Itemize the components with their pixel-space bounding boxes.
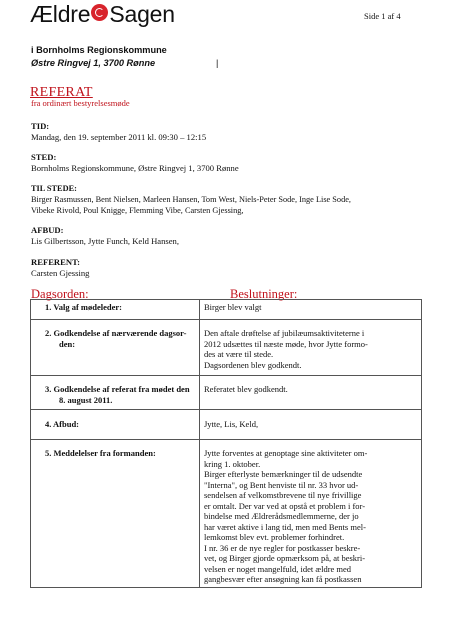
decision-cell: Jytte forventes at genoptage sine aktiviteter om- kring 1. oktober. Birger efterlyste bemærkninger til de udsendte "Interna", og Bent henviste til nr. 33 hvor ud- sendelsen af velkomstbrevene til nye frivillige er omtalt. Der var ved at opstå et problem i for- bindelse med Ældrerådsmedlemmerne, der jo har været aktive i lang tid, men med Bents mel- lemkomst blev evt. problemer forhindret. I nr. 36 er de nye regler for postkasser beskre- vet, og Birger gjorde opmærksom på, at beskri- velsen er noget mangelfuld, idet ældre med gangbesvær efter ansøgning kan få postkassen <box>200 440 422 588</box>
sted-label: STED: <box>31 152 57 162</box>
agenda-table <box>30 299 422 588</box>
agenda-item: 4. Afbud: <box>31 410 200 440</box>
til-stede-label: TIL STEDE: <box>31 184 77 193</box>
agenda-item: 2. Godkendelse af nærværende dagsor-den: <box>31 320 200 376</box>
decisions-heading: Beslutninger: <box>230 287 298 301</box>
agenda-item: 1. Valg af mødeleder: <box>31 300 200 320</box>
til-stede-line2: Vibeke Rivold, Poul Knigge, Flemming Vibe, Carsten Gjessing, <box>31 206 244 215</box>
text-cursor: | <box>216 58 219 68</box>
table-row <box>31 440 422 588</box>
aeldresagen-logo <box>30 1 175 28</box>
logo-text-left: Ældre <box>30 1 91 27</box>
table-row <box>31 410 422 440</box>
section-referent <box>31 257 431 279</box>
table-row <box>31 376 422 410</box>
tid-value: Mandag, den 19. september 2011 kl. 09:30 – 12:15 <box>31 132 207 142</box>
section-sted <box>31 152 431 174</box>
afbud-label: AFBUD: <box>31 225 64 235</box>
table-row <box>31 320 422 376</box>
tid-label: TID: <box>31 121 50 131</box>
decision-cell: Den aftale drøftelse af jubilæumsaktiviteterne i 2012 udsættes til næste møde, hvor Jytte formo- des at være til stede. Dagsordenen blev godkendt. <box>200 320 422 376</box>
section-afbud <box>31 225 431 247</box>
til-stede-line1: Birger Rasmussen, Bent Nielsen, Marleen Hansen, Tom West, Niels-Peter Sode, Inge Lise Sode, <box>31 195 351 204</box>
decision-cell: Birger blev valgt <box>200 300 422 320</box>
decision-cell: Referatet blev godkendt. <box>200 376 422 410</box>
agenda-item: 5. Meddelelser fra formanden: <box>31 440 200 588</box>
table-row <box>31 300 422 320</box>
page-number: Side 1 af 4 <box>364 11 401 21</box>
agenda-item: 3. Godkendelse af referat fra mødet den 8. august 2011. <box>31 376 200 410</box>
sted-value: Bornholms Regionskommune, Østre Ringvej 1, 3700 Rønne <box>31 163 239 173</box>
logo-text-right: Sagen <box>109 1 175 27</box>
org-street: Østre Ringvej 1, 3700 Rønne <box>31 58 156 68</box>
referent-value: Carsten Gjessing <box>31 268 90 278</box>
section-tid <box>31 121 431 143</box>
logo-emblem-icon <box>91 4 108 21</box>
referent-label: REFERENT: <box>31 257 81 267</box>
document-title: REFERAT <box>30 85 93 100</box>
agenda-heading: Dagsorden: <box>31 287 89 301</box>
org-name: i Bornholms Regionskommune <box>31 45 167 55</box>
decision-cell: Jytte, Lis, Keld, <box>200 410 422 440</box>
org-address <box>31 44 167 70</box>
section-til-stede <box>31 183 431 216</box>
document-subtitle: fra ordinært bestyrelsesmøde <box>31 98 130 108</box>
afbud-value: Lis Gilbertsson, Jytte Funch, Keld Hansen, <box>31 236 179 246</box>
